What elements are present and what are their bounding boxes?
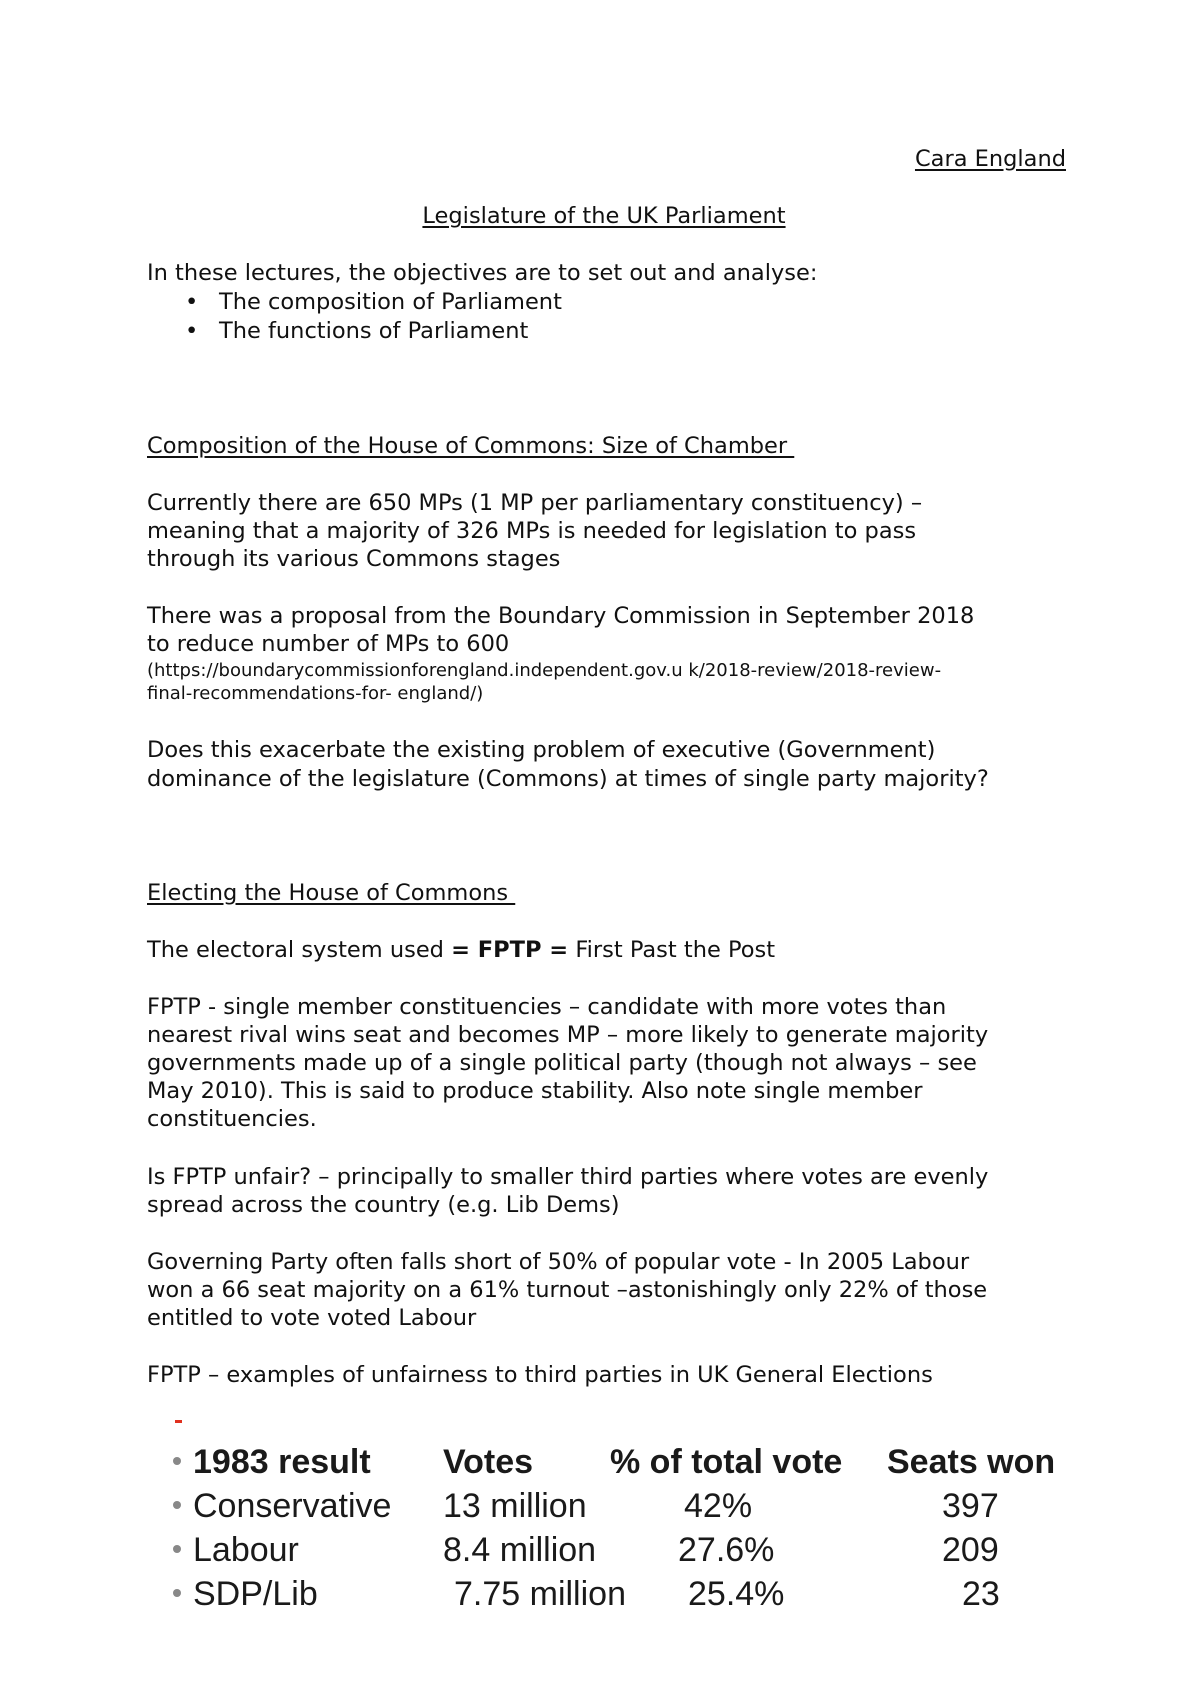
section-heading-electing: Electing the House of Commons	[147, 880, 516, 906]
bullet-dot	[173, 1545, 181, 1553]
results-header-row	[160, 1440, 1080, 1484]
author-name: Cara England	[914, 146, 1066, 172]
results-cell-votes: 7.75 million	[454, 1575, 626, 1613]
document-title-text: Legislature of the UK Parliament	[422, 203, 786, 229]
paragraph-line: Currently there are 650 MPs (1 MP per parliamentary constituency) –	[147, 490, 923, 516]
intro-text: In these lectures, the objectives are to set out and analyse:	[147, 260, 818, 286]
bullet-marker: •	[185, 289, 199, 315]
electoral-system-line	[147, 936, 775, 964]
bullet-marker: •	[185, 318, 199, 344]
intro-bullet: The composition of Parliament	[219, 289, 562, 315]
electoral-system-fptp: = FPTP =	[451, 937, 569, 963]
electoral-system-post: First Past the Post	[568, 937, 776, 963]
paragraph-line: FPTP – examples of unfairness to third parties in UK General Elections	[147, 1362, 933, 1388]
results-row	[160, 1484, 1080, 1528]
paragraph-line: nearest rival wins seat and becomes MP – more likely to generate majority	[147, 1022, 989, 1048]
results-cell-percent: 42%	[684, 1487, 753, 1525]
results-cell-seats: 209	[942, 1531, 999, 1569]
paragraph-line: through its various Commons stages	[147, 546, 561, 572]
results-cell-percent: 27.6%	[678, 1531, 775, 1569]
section-heading-composition: Composition of the House of Commons: Size of Chamber	[147, 433, 795, 459]
results-cell-votes: 13 million	[443, 1487, 587, 1525]
results-cell-percent: 25.4%	[688, 1575, 785, 1613]
results-cell-party: Conservative	[193, 1487, 392, 1525]
paragraph-line: FPTP - single member constituencies – candidate with more votes than	[147, 994, 947, 1020]
paragraph-line: Does this exacerbate the existing problem of executive (Government)	[147, 737, 936, 763]
paragraph-line: won a 66 seat majority on a 61% turnout –astonishingly only 22% of those	[147, 1277, 988, 1303]
results-cell-party: Labour	[193, 1531, 299, 1569]
results-cell-party: SDP/Lib	[193, 1575, 318, 1613]
reference-url: (https://boundarycommissionforengland.independent.gov.u k/2018-review/2018-review-	[147, 660, 942, 681]
results-header-cell: 1983 result	[193, 1443, 371, 1481]
results-cell-votes: 8.4 million	[443, 1531, 597, 1569]
paragraph-line: to reduce number of MPs to 600	[147, 631, 510, 657]
red-marker	[175, 1420, 182, 1423]
paragraph-line: dominance of the legislature (Commons) at times of single party majority?	[147, 766, 989, 792]
results-header-cell: Votes	[443, 1443, 534, 1481]
bullet-dot	[173, 1501, 181, 1509]
bullet-dot	[173, 1457, 181, 1465]
paragraph-line: Is FPTP unfair? – principally to smaller third parties where votes are evenly	[147, 1164, 989, 1190]
document-title	[0, 202, 1200, 230]
paragraph-line: governments made up of a single political party (though not always – see	[147, 1050, 977, 1076]
results-header-cell: Seats won	[887, 1443, 1056, 1481]
results-cell-seats: 397	[942, 1487, 999, 1525]
intro-bullet: The functions of Parliament	[219, 318, 529, 344]
paragraph-line: entitled to vote voted Labour	[147, 1305, 477, 1331]
reference-url: final-recommendations-for- england/)	[147, 683, 484, 704]
results-cell-seats: 23	[962, 1575, 1000, 1613]
bullet-dot	[173, 1589, 181, 1597]
results-table-1983	[160, 1420, 1080, 1620]
electoral-system-pre: The electoral system used	[147, 937, 452, 963]
paragraph-line: constituencies.	[147, 1106, 317, 1132]
results-row	[160, 1528, 1080, 1572]
paragraph-line: There was a proposal from the Boundary Commission in September 2018	[147, 603, 975, 629]
paragraph-line: Governing Party often falls short of 50% of popular vote - In 2005 Labour	[147, 1249, 970, 1275]
paragraph-line: spread across the country (e.g. Lib Dems)	[147, 1192, 620, 1218]
paragraph-line: meaning that a majority of 326 MPs is needed for legislation to pass	[147, 518, 917, 544]
paragraph-line: May 2010). This is said to produce stability. Also note single member	[147, 1078, 923, 1104]
results-row	[160, 1572, 1080, 1616]
results-header-cell: % of total vote	[610, 1443, 843, 1481]
